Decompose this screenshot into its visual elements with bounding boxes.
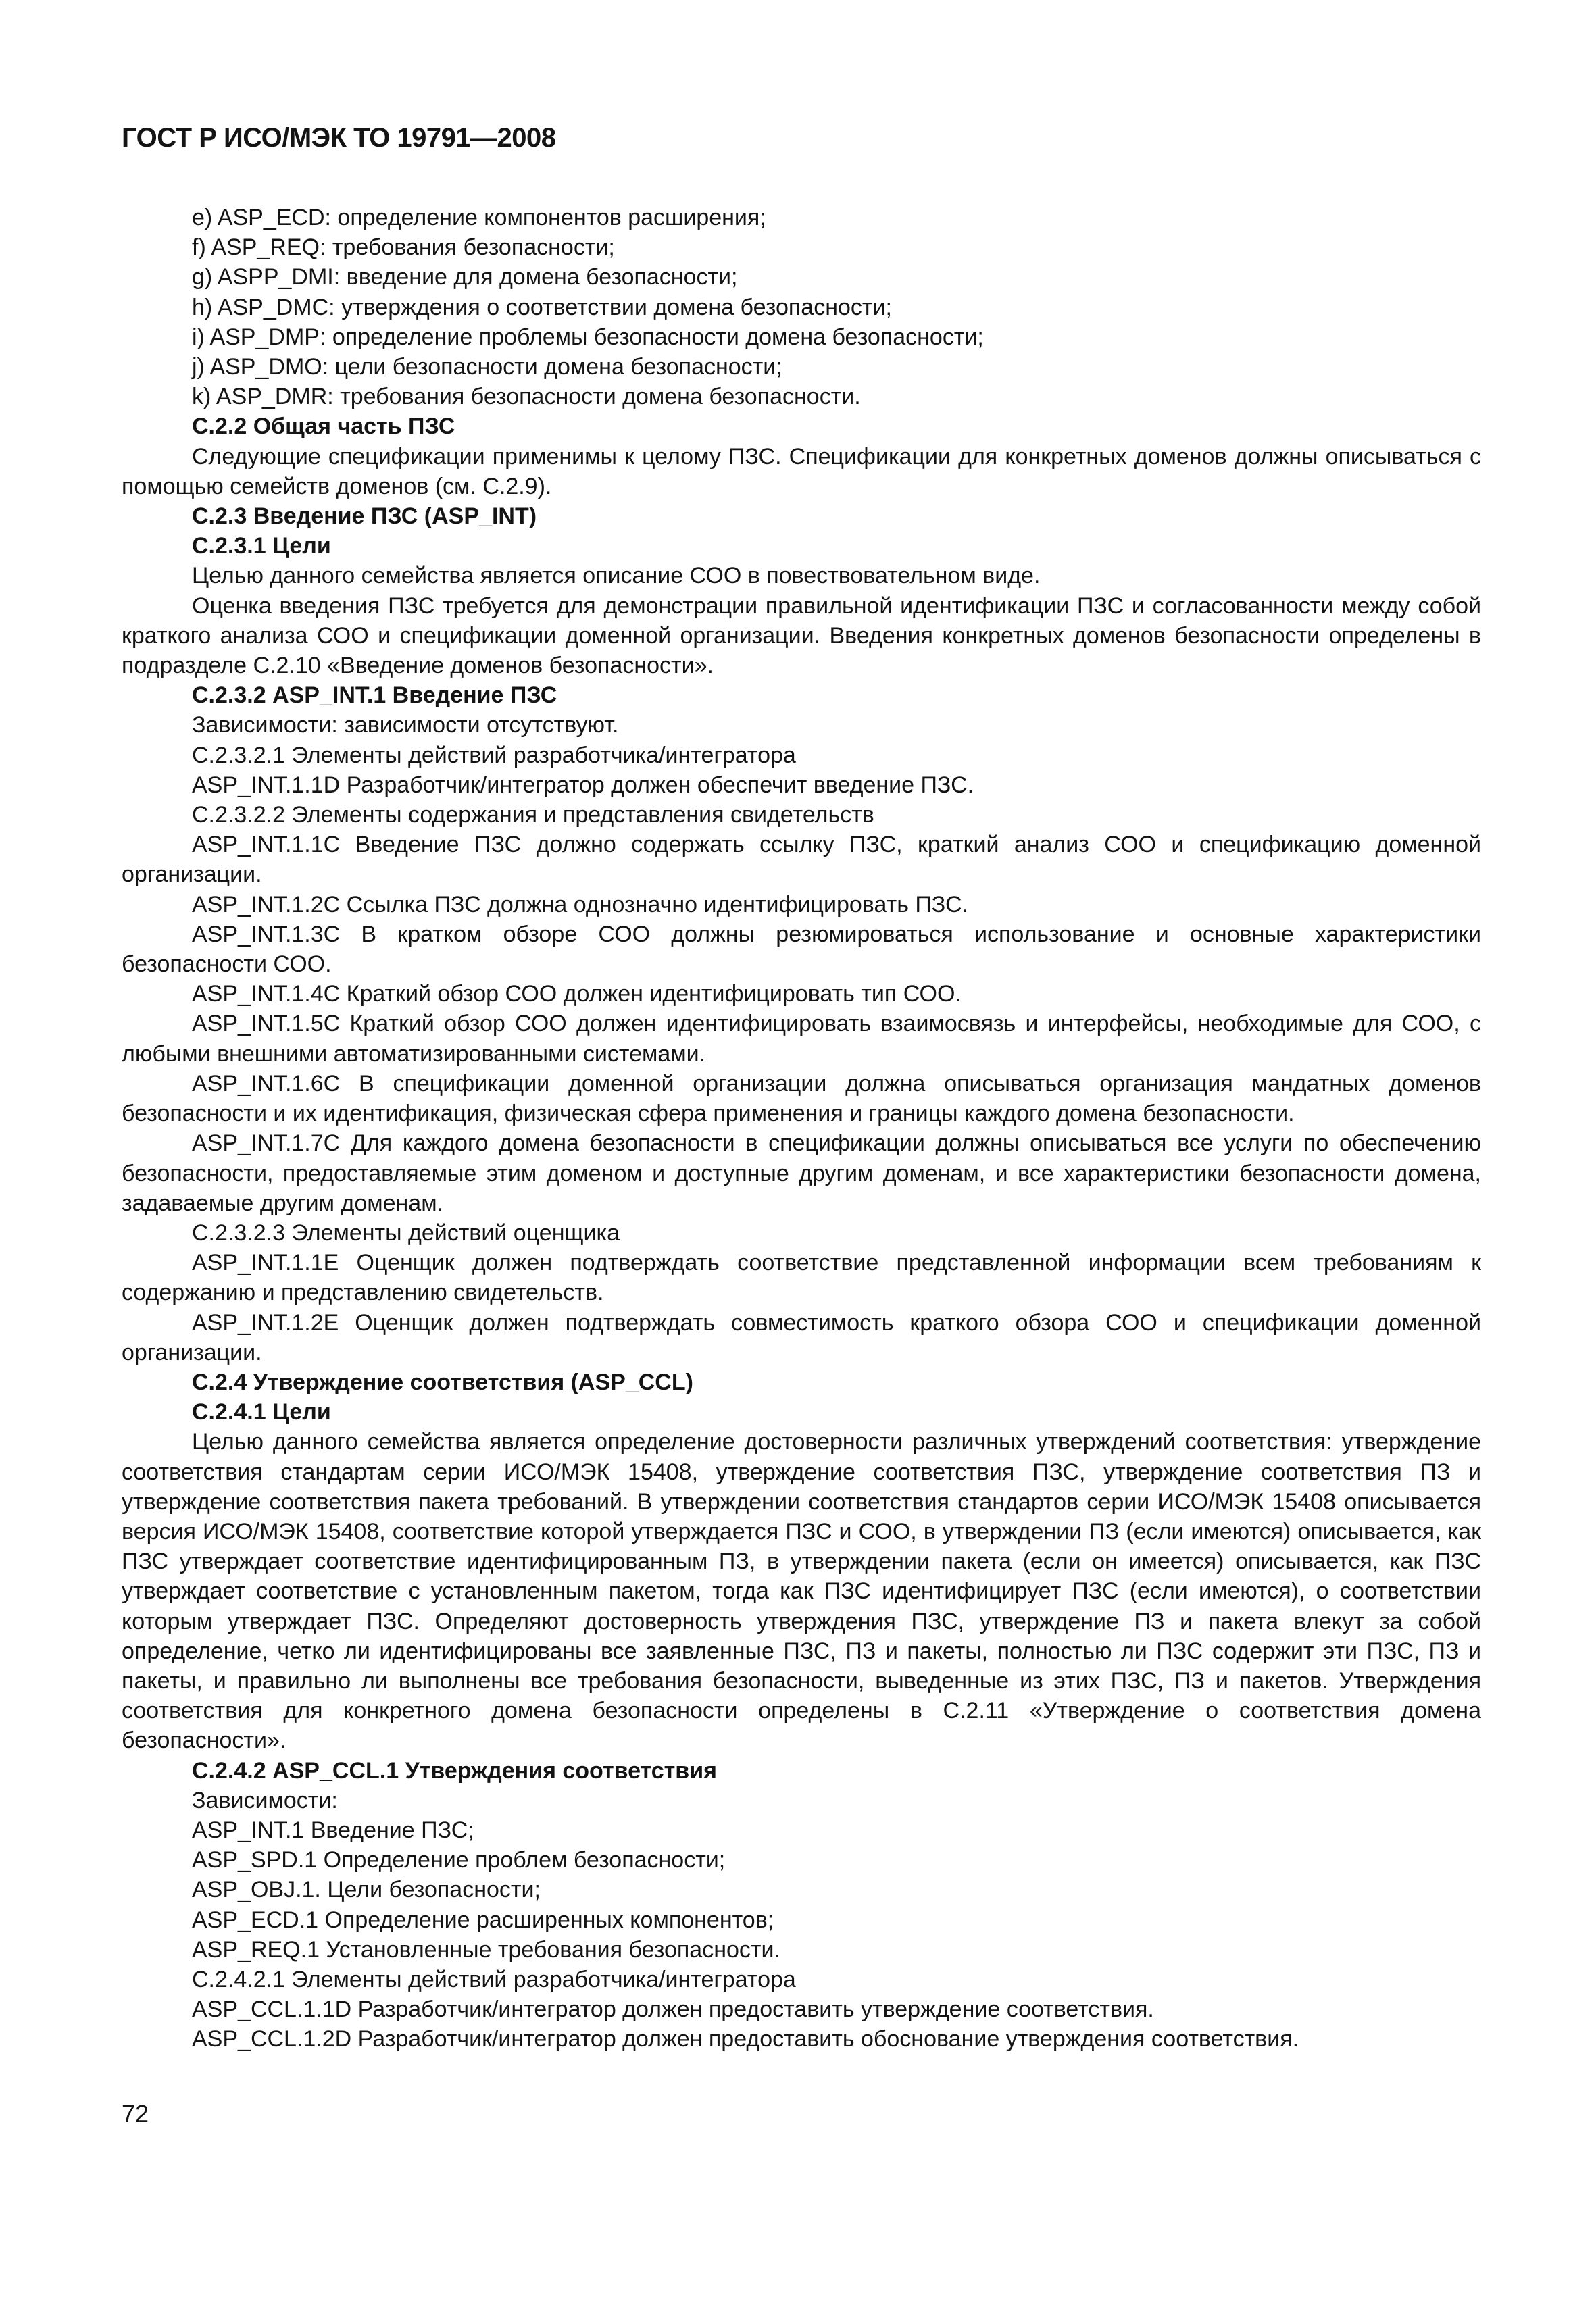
body-paragraph: ASP_INT.1.4C Краткий обзор СОО должен идентифицировать тип СОО. [192,981,962,1007]
body-paragraph: ASP_INT.1.1E Оценщик должен подтверждать соответствие представленной информации всем требованиям к содержанию и представлению свидетельств. [122,1250,1481,1306]
body-paragraph: С.2.4.2.1 Элементы действий разработчика/интегратора [192,1966,796,1992]
body-paragraph: ASP_INT.1.5C Краткий обзор СОО должен идентифицировать взаимосвязь и интерфейсы, необходимые для СОО, с любыми внешними автоматизированными системами. [122,1011,1481,1067]
section-heading: С.2.3.1 Цели [192,533,331,559]
body-paragraph: ASP_INT.1.7C Для каждого домена безопасности в спецификации должны описываться все услуги по обеспечению безопасности, предоставляемые этим доменом и доступные другим доменам, и все характеристики безопасности домена, задаваемые другим доменам. [122,1130,1481,1216]
body-paragraph: k) ASP_DMR: требования безопасности домена безопасности. [192,384,861,410]
section-heading: С.2.3 Введение ПЗС (ASP_INT) [192,503,537,530]
body-paragraph: ASP_INT.1 Введение ПЗС; [192,1817,474,1843]
body-paragraph: С.2.3.2.2 Элементы содержания и представления свидетельств [192,802,874,828]
body-paragraph: Оценка введения ПЗС требуется для демонстрации правильной идентификации ПЗС и согласованности между собой краткого анализа СОО и спецификации доменной организации. Введения конкретных доменов безопасности определены в подразделе С.2.10 «Введение доменов безопасности». [122,593,1481,679]
body-paragraph: ASP_CCL.1.1D Разработчик/интегратор должен предоставить утверждение соответствия. [192,1996,1154,2023]
document-body [122,203,1481,2055]
body-paragraph: ASP_INT.1.2E Оценщик должен подтверждать совместимость краткого обзора СОО и спецификации доменной организации. [122,1309,1481,1365]
body-paragraph: Зависимости: зависимости отсутствуют. [192,712,619,738]
body-paragraph: g) ASPP_DMI: введение для домена безопасности; [192,264,738,291]
body-paragraph: e) ASP_ECD: определение компонентов расширения; [192,205,766,230]
body-paragraph: Целью данного семейства является описание СОО в повествовательном виде. [192,563,1041,589]
body-paragraph: ASP_INT.1.1D Разработчик/интегратор должен обеспечит введение ПЗС. [192,772,974,798]
section-heading: С.2.3.2 ASP_INT.1 Введение ПЗС [192,682,557,709]
body-paragraph: С.2.3.2.3 Элементы действий оценщика [192,1219,620,1246]
body-paragraph: ASP_ECD.1 Определение расширенных компонентов; [192,1907,774,1933]
body-paragraph: ASP_INT.1.3C В кратком обзоре СОО должны резюмироваться использование и основные характеристики безопасности СОО. [122,921,1481,978]
page-number: 72 [122,2100,149,2128]
body-paragraph: ASP_REQ.1 Установленные требования безопасности. [192,1936,780,1963]
document-header-title: ГОСТ Р ИСО/МЭК ТО 19791—2008 [122,123,556,153]
body-paragraph: ASP_CCL.1.2D Разработчик/интегратор должен предоставить обоснование утверждения соответствия. [192,2026,1299,2053]
body-paragraph: Следующие спецификации применимы к целому ПЗС. Спецификации для конкретных доменов должны описываться с помощью семейств доменов (см. С.2.9). [122,443,1481,499]
section-heading: C.2.2 Общая часть ПЗС [192,413,455,440]
body-paragraph: ASP_INT.1.1C Введение ПЗС должно содержать ссылку ПЗС, краткий анализ СОО и спецификацию доменной организации. [122,832,1481,888]
body-paragraph: Целью данного семейства является определение достоверности различных утверждений соответствия: утверждение соответствия стандартам серии ИСО/МЭК 15408, утверждение соответствия ПЗС, утверждение соответствия ПЗ и утверждение соответствия пакета требований. В утверждении соответствия стандартов серии ИСО/МЭК 15408 описывается версия ИСО/МЭК 15408, соответствие которой утверждается ПЗС и СОО, в утверждении ПЗ (если имеются) описывается, как ПЗС утверждает соответствие идентифицированным ПЗ, в утверждении пакета (если он имеется) описывается, как ПЗС утверждает соответствие с установленным пакетом, тогда как ПЗС идентифицирует ПЗС (если имеются), о соответствии которым утверждает ПЗС. Определяют достоверность утверждения ПЗС, утверждение ПЗ и пакета влекут за собой определение, четко ли идентифицированы все заявленные ПЗС, ПЗ и пакеты, полностью ли ПЗС содержит эти ПЗС, ПЗ и пакеты, и правильно ли выполнены все требования безопасности, выведенные из этих ПЗС, ПЗ и пакетов. Утверждения соответствия для конкретного домена безопасности определены в С.2.11 «Утверждение о соответствия домена безопасности». [122,1429,1481,1754]
body-paragraph: f) ASP_REQ: требования безопасности; [192,234,615,261]
body-paragraph: j) ASP_DMO: цели безопасности домена безопасности; [192,354,782,380]
section-heading: С.2.4 Утверждение соответствия (ASP_CCL) [192,1369,693,1395]
body-paragraph: i) ASP_DMP: определение проблемы безопасности домена безопасности; [192,324,984,350]
body-paragraph: ASP_SPD.1 Определение проблем безопасности; [192,1847,726,1873]
body-paragraph: ASP_INT.1.2C Ссылка ПЗС должна однозначно идентифицировать ПЗС. [192,891,968,917]
body-paragraph: С.2.3.2.1 Элементы действий разработчика/интегратора [192,742,796,768]
section-heading: С.2.4.2 ASP_CCL.1 Утверждения соответствия [192,1757,717,1784]
section-heading: С.2.4.1 Цели [192,1399,331,1426]
body-paragraph: Зависимости: [192,1787,338,1813]
body-paragraph: h) ASP_DMC: утверждения о соответствии домена безопасности; [192,294,892,320]
body-paragraph: ASP_INT.1.6C В спецификации доменной организации должна описываться организация мандатных доменов безопасности и их идентификация, физическая сфера применения и границы каждого домена безопасности. [122,1070,1481,1127]
body-paragraph: ASP_OBJ.1. Цели безопасности; [192,1877,541,1903]
